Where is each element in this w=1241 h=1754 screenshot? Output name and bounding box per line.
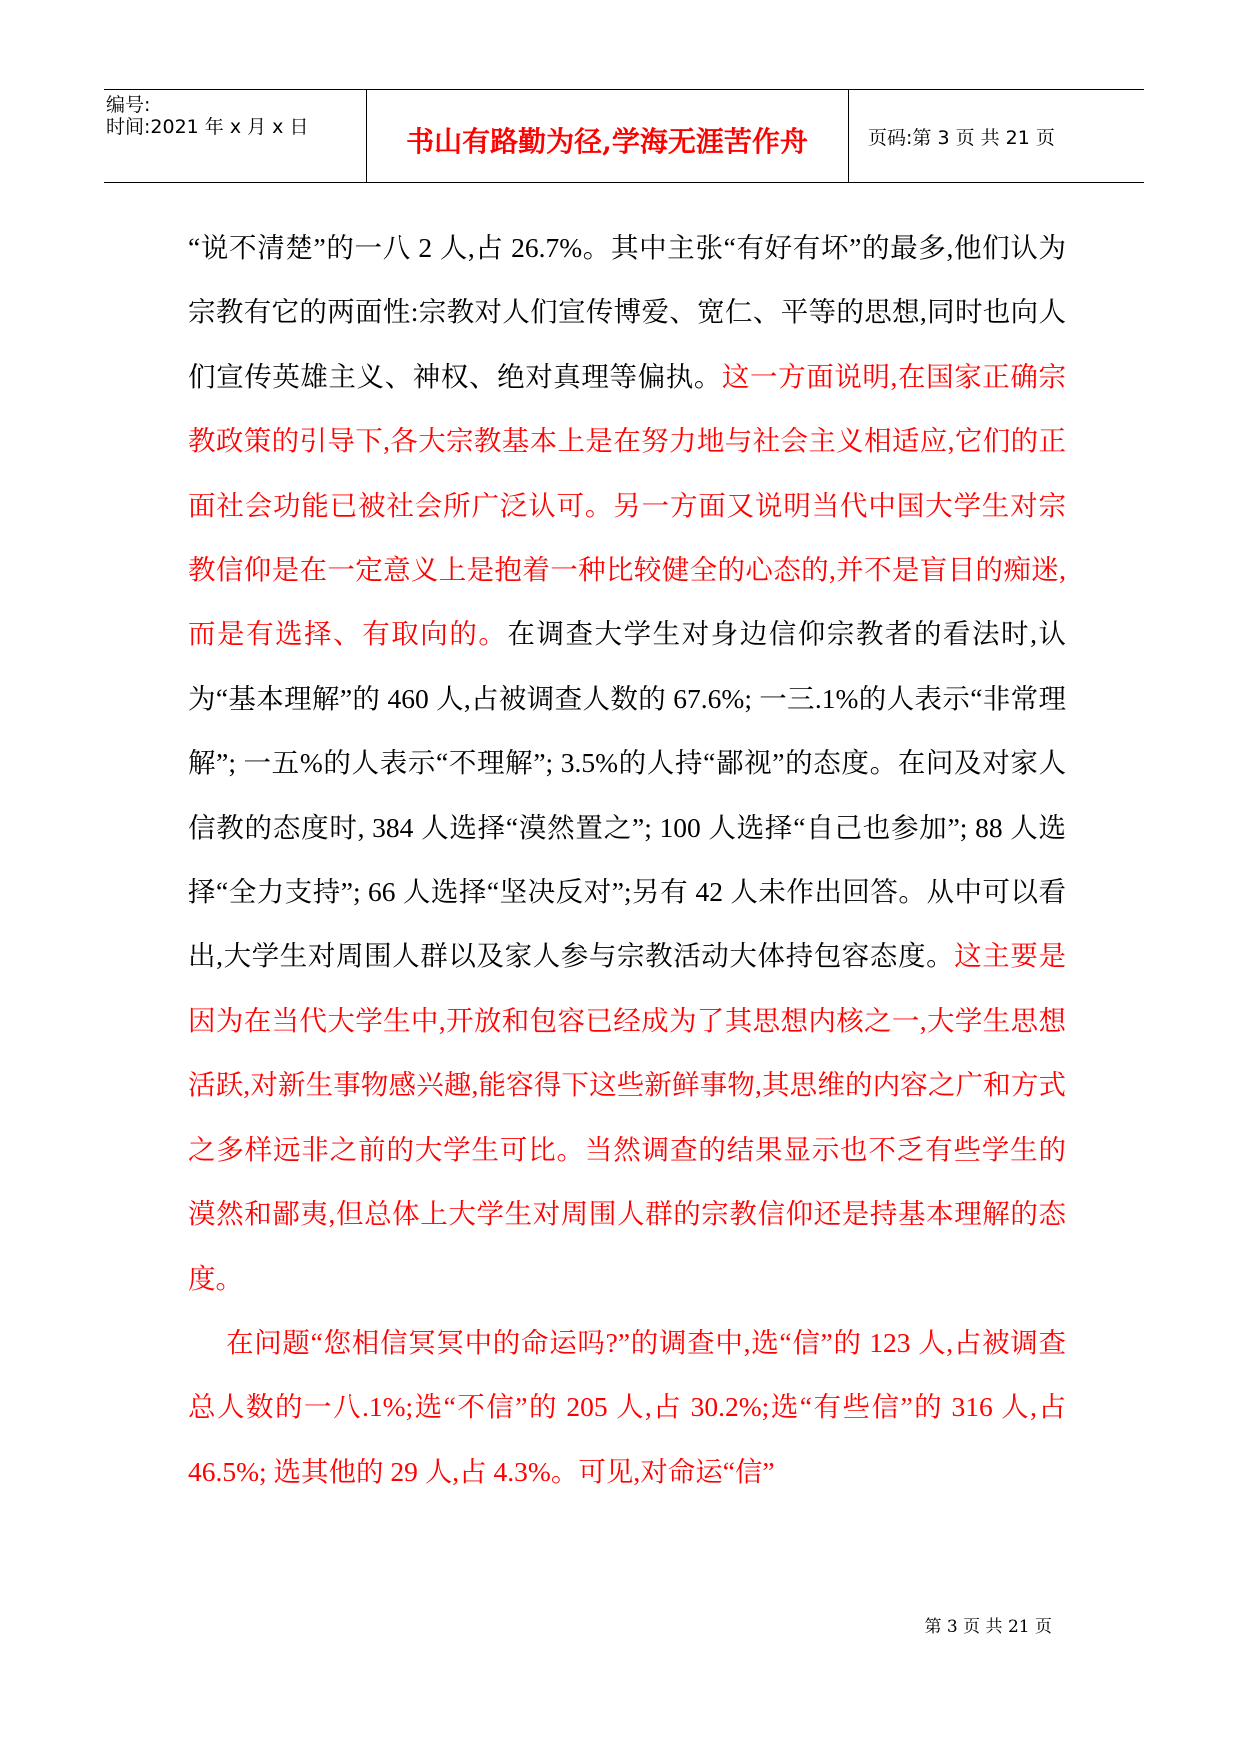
document-header <box>104 89 1144 183</box>
page-footer: 第 3 页 共 21 页 <box>924 1617 1052 1637</box>
date-label: 时间:2021 年 x 月 x 日 <box>106 116 309 138</box>
header-page-number: 页码:第 3 页 共 21 页 <box>868 127 1055 149</box>
header-motto: 书山有路勤为径,学海无涯苦作舟 <box>406 125 808 158</box>
highlighted-sentence: 这主要是因为在当代大学生中,开放和包容已经成为了其思想内核之一,大学生思想活跃,对新生事物感兴趣,能容得下这些新鲜事物,其思维的内容之广和方式之多样远非之前的大学生可比。当然调查的结果显示也不乏有些学生的漠然和鄙夷,但总体上大学生对周围人群的宗教信仰还是持基本理解的态度。 <box>188 940 1067 1294</box>
body-sentence: 在调查大学生对身边信仰宗教者的看法时,认为“基本理解”的 460 人,占被调查人数的 67.6%; 一三.1%的人表示“非常理解”; 一五%的人表示“不理解”; 3.5%的人持“鄙视”的态度。在问及对家人信教的态度时, 384 人选择“漠然置之”; 100 人选择“自己也参加”; 88 人选择“全力支持”; 66 人选择“坚决反对”;另有 42 人未作出回答。从中可以看出,大学生对周围人群以及家人参与宗教活动大体持包容态度。 <box>188 618 1067 972</box>
highlighted-sentence: 这一方面说明,在国家正确宗教政策的引导下,各大宗教基本上是在努力地与社会主义相适应,它们的正面社会功能已被社会所广泛认可。另一方面又说明当代中国大学生对宗教信仰是在一定意义上是抱着一种比较健全的心态的,并不是盲目的痴迷,而是有选择、有取向的。 <box>188 360 1067 650</box>
header-divider <box>366 90 367 182</box>
paragraph: 在问题“您相信冥冥中的命运吗?”的调查中,选“信”的 123 人,占被调查总人数的一八.1%;选“不信”的 205 人,占 30.2%;选“有些信”的 316 人,占 46.5%; 选其他的 29 人,占 4.3%。可见,对命运“信” <box>188 1326 1066 1487</box>
serial-number-label: 编号: <box>106 94 151 116</box>
header-divider <box>848 90 849 182</box>
body-sentence: “说不清楚”的一八 2 人,占 26.7%。其中主张“有好有坏”的最多,他们认为宗教有它的两面性:宗教对人们宣传博爱、宽仁、平等的思想,同时也向人们宣传英雄主义、神权、绝对真理等偏执。 <box>188 232 1066 392</box>
body-text <box>188 216 1066 1504</box>
paragraph <box>188 216 1066 1311</box>
